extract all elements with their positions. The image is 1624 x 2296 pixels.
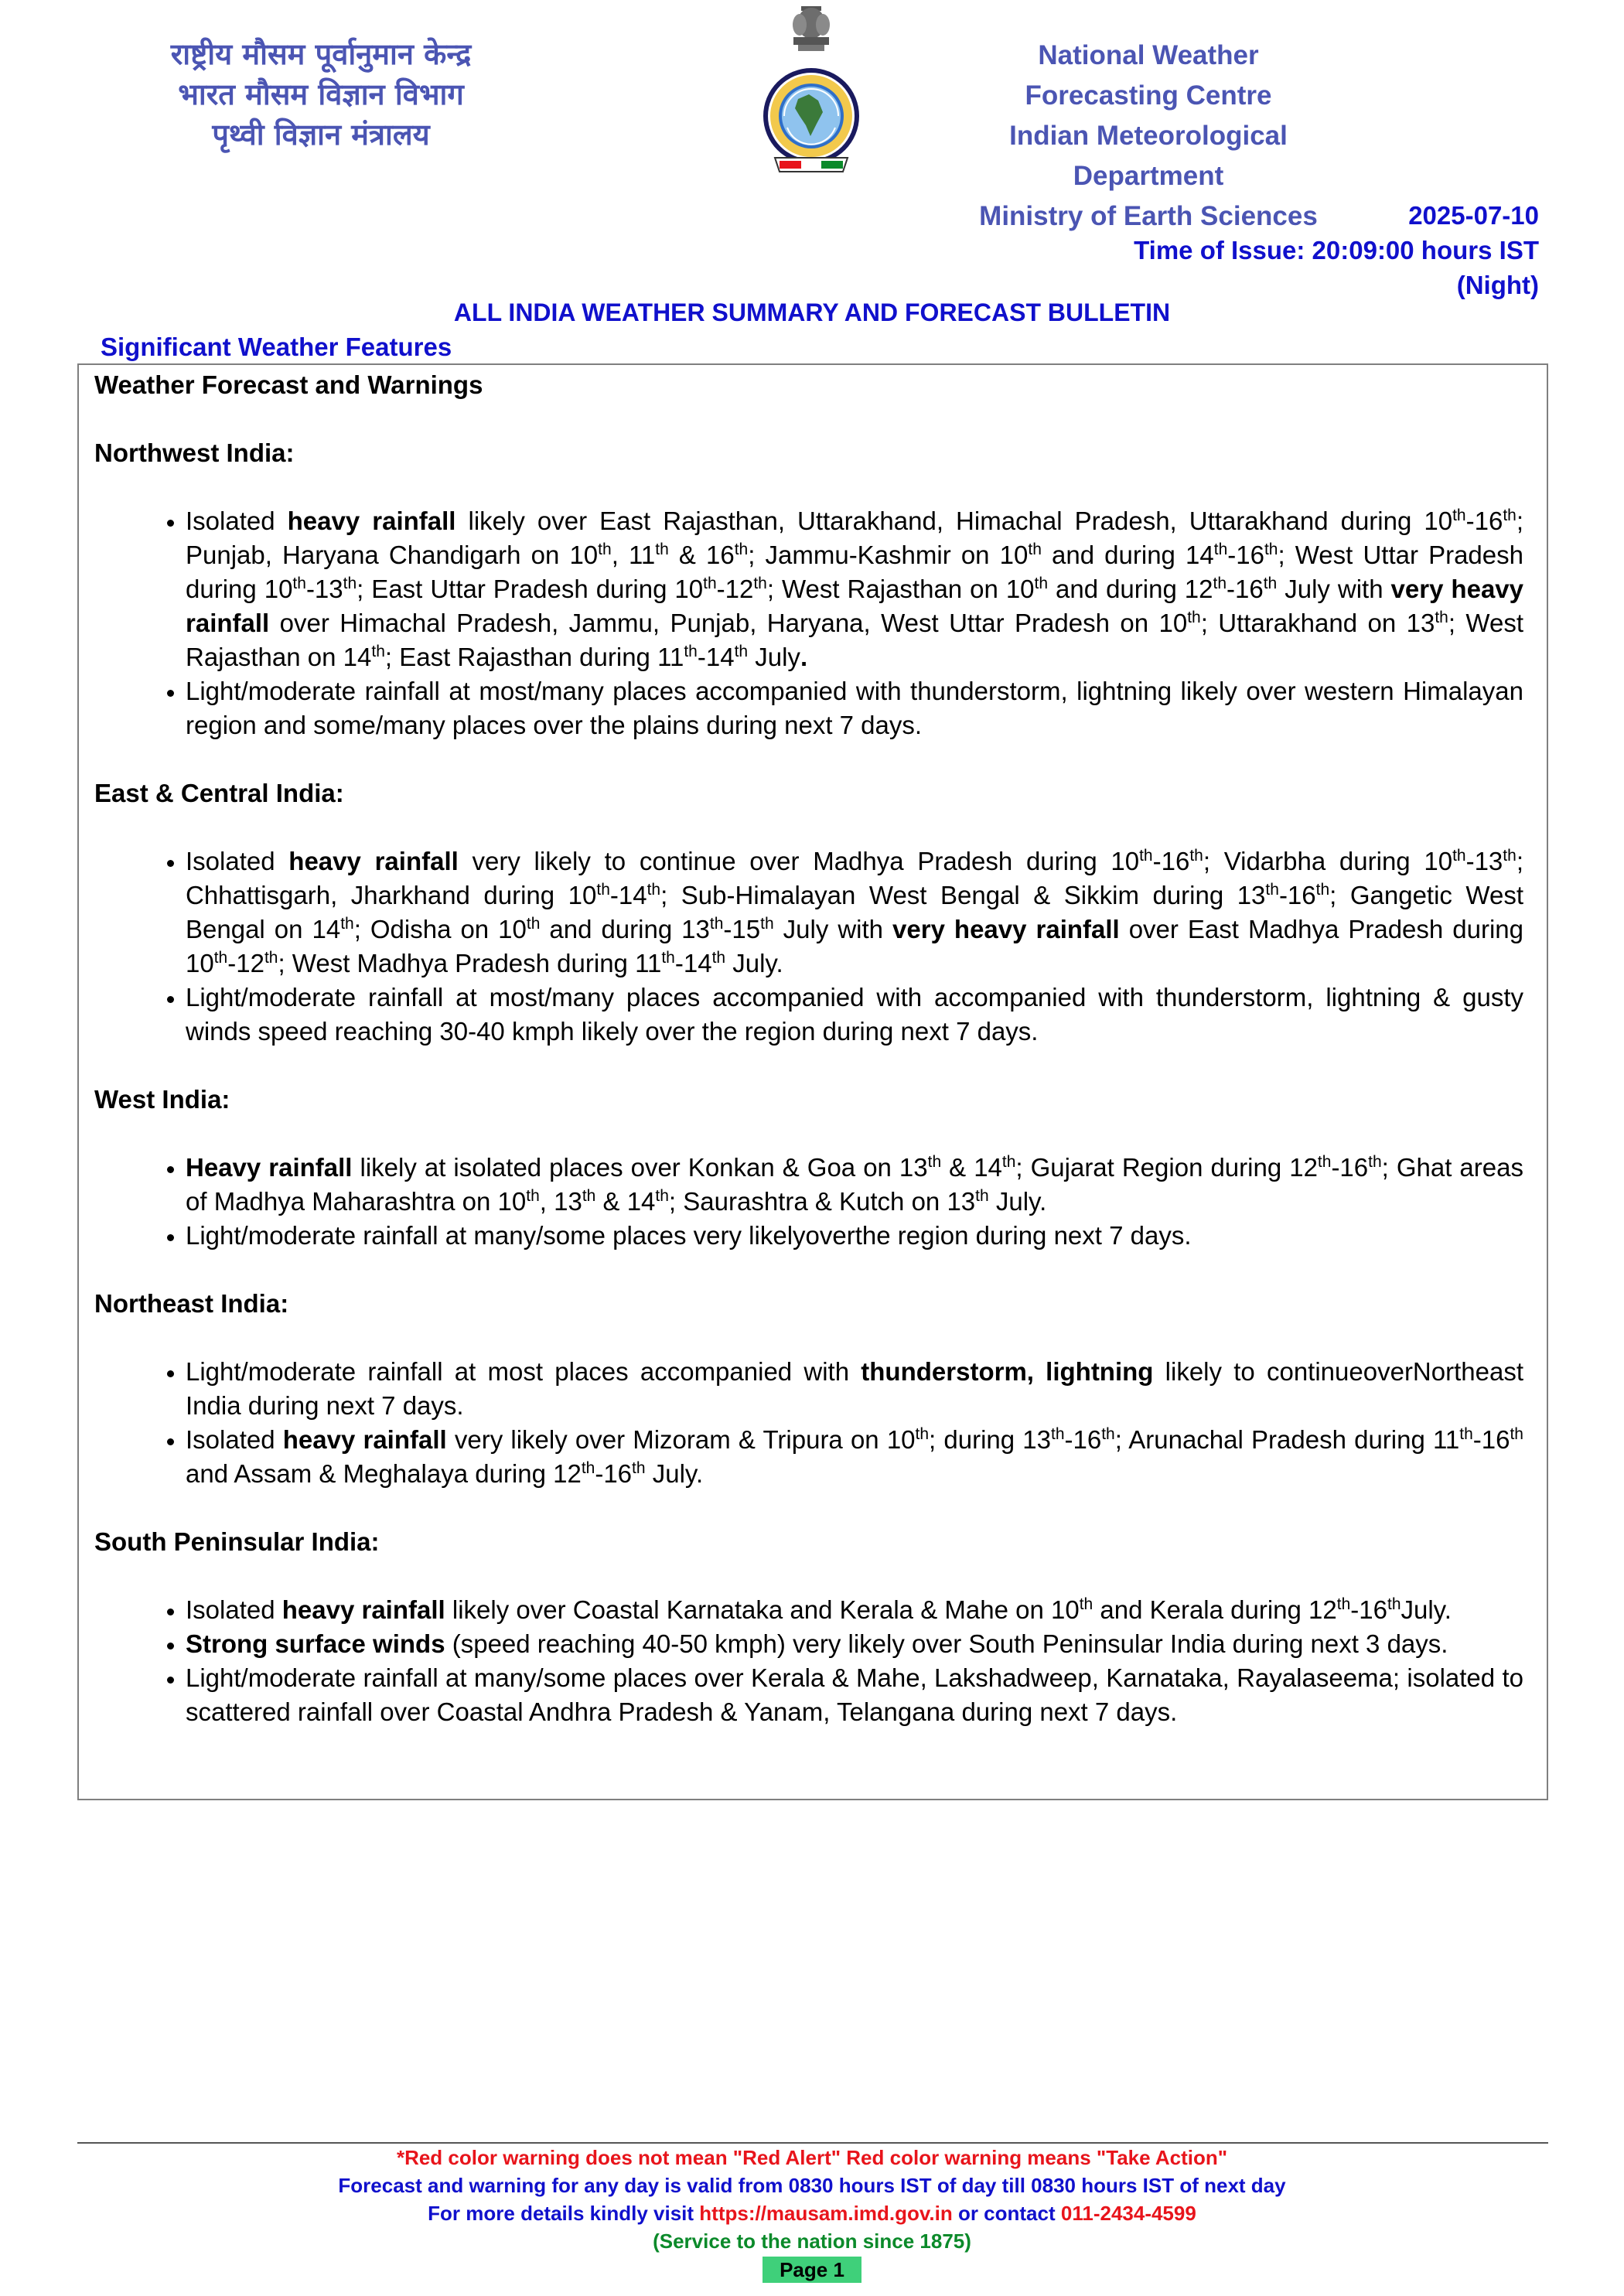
region-title-west: West India:: [94, 1085, 230, 1114]
issue-info: [1134, 198, 1539, 302]
footer-website-link[interactable]: https://mausam.imd.gov.in: [699, 2202, 953, 2225]
english-header-line-1: National Weather Forecasting Centre: [1025, 40, 1272, 111]
list-item: • Isolated heavy rainfall likely over Coastal Karnataka and Kerala & Mahe on 10th and Kerala during 12th-16thJuly.: [186, 1593, 1523, 1627]
list-item: • Light/moderate rainfall at most/many places accompanied with accompanied with thunderstorm, lightning & gusty winds speed reaching 30-40 kmph likely over the region during next 7 days.: [186, 981, 1523, 1049]
english-header-line-3: Ministry of Earth Sciences: [979, 201, 1318, 231]
page-number-badge: Page 1: [763, 2257, 861, 2283]
english-header-line-2: Indian Meteorological Department: [1009, 121, 1288, 191]
issue-period: (Night): [1456, 271, 1539, 299]
list-item: • Isolated heavy rainfall very likely to continue over Madhya Pradesh during 10th-16th; Vidarbha during 10th-13th; Chhattisgarh, Jharkhand during 10th-14th; Sub-Himalayan West Bengal & Sikkim during 13th-16th; Gangetic West Bengal on 14th; Odisha on 10th and during 13th-15th July with very heavy rainfall over East Madhya Pradesh during 10th-12th; West Madhya Pradesh during 11th-14th July.: [186, 844, 1523, 981]
list-item: • Heavy rainfall likely at isolated places over Konkan & Goa on 13th & 14th; Gujarat Region during 12th-16th; Ghat areas of Madhya Maharashtra on 10th, 13th & 14th; Saurashtra & Kutch on 13th July.: [186, 1151, 1523, 1219]
list-item: • Light/moderate rainfall at most places accompanied with thunderstorm, lightning likely to continueoverNortheast India during next 7 days.: [186, 1355, 1523, 1423]
west-bullets: [94, 1151, 1523, 1253]
footer-contact-middle: or contact: [957, 2202, 1056, 2225]
imd-emblem-logo: [761, 0, 861, 186]
forecast-box: [77, 363, 1548, 1800]
south-peninsular-bullets: [94, 1593, 1523, 1729]
footer-phone-number: 011-2434-4599: [1060, 2202, 1196, 2225]
footer-contact-line: [0, 2199, 1624, 2227]
footer-validity-note: Forecast and warning for any day is valid from 0830 hours IST of day till 0830 hours IST of next day: [338, 2174, 1286, 2197]
bulletin-title: ALL INDIA WEATHER SUMMARY AND FORECAST BULLETIN: [453, 299, 1171, 326]
list-item: • Strong surface winds (speed reaching 40-50 kmph) very likely over South Peninsular India during next 3 days.: [186, 1627, 1523, 1661]
northwest-bullets: [94, 504, 1523, 742]
footer-contact-prefix: For more details kindly visit: [428, 2202, 694, 2225]
section-caption: Significant Weather Features: [101, 333, 452, 361]
issue-date: 2025-07-10: [1408, 201, 1539, 230]
hindi-header-line-2: भारत मौसम विज्ञान विभाग: [178, 77, 464, 111]
region-title-south-peninsular: South Peninsular India:: [94, 1527, 380, 1556]
list-item: • Light/moderate rainfall at many/some places very likelyoverthe region during next 7 days.: [186, 1219, 1523, 1253]
region-title-northwest: Northwest India:: [94, 438, 295, 467]
region-title-northeast: Northeast India:: [94, 1289, 289, 1318]
issue-time: Time of Issue: 20:09:00 hours IST: [1134, 236, 1539, 264]
northeast-bullets: [94, 1355, 1523, 1491]
hindi-header-line-1: राष्ट्रीय मौसम पूर्वानुमान केन्द्र: [170, 37, 472, 71]
east-central-bullets: [94, 844, 1523, 1049]
list-item: • Isolated heavy rainfall very likely over Mizoram & Tripura on 10th; during 13th-16th; Arunachal Pradesh during 11th-16th and Assam & Meghalaya during 12th-16th July.: [186, 1423, 1523, 1491]
hindi-header: [120, 34, 522, 155]
list-item: • Light/moderate rainfall at most/many places accompanied with thunderstorm, lightning likely over western Himalayan region and some/many places over the plains during next 7 days.: [186, 674, 1523, 742]
footer-red-warning-note: *Red color warning does not mean "Red Alert" Red color warning means "Take Action": [396, 2146, 1228, 2169]
footer-service-note: (Service to the nation since 1875): [653, 2229, 971, 2253]
hindi-header-line-3: पृथ्वी विज्ञान मंत्रालय: [212, 118, 430, 152]
region-title-east-central: East & Central India:: [94, 779, 344, 807]
footer: [0, 2144, 1624, 2284]
list-item: • Light/moderate rainfall at many/some places over Kerala & Mahe, Lakshadweep, Karnataka, Rayalaseema; isolated to scattered rainfall over Coastal Andhra Pradesh & Yanam, Telangana during next 7 days.: [186, 1661, 1523, 1729]
box-heading: Weather Forecast and Warnings: [94, 370, 483, 399]
list-item: • Isolated heavy rainfall likely over East Rajasthan, Uttarakhand, Himachal Pradesh, Uttarakhand during 10th-16th; Punjab, Haryana Chandigarh on 10th, 11th & 16th; Jammu-Kashmir on 10th and during 14th-16th; West Uttar Pradesh during 10th-13th; East Uttar Pradesh during 10th-12th; West Rajasthan on 10th and during 12th-16th July with very heavy rainfall over Himachal Pradesh, Jammu, Punjab, Haryana, West Uttar Pradesh on 10th; Uttarakhand on 13th; West Rajasthan on 14th; East Rajasthan during 11th-14th July.: [186, 504, 1523, 674]
